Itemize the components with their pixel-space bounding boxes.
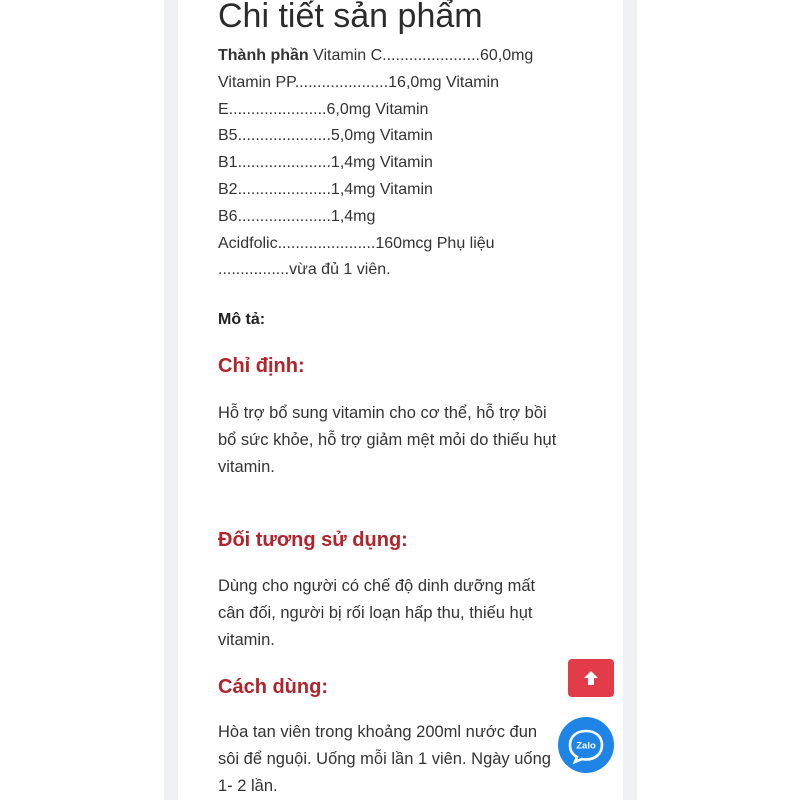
ingredient-line: Vitamin PP.....................16,0mg Vitamin (218, 73, 500, 91)
scroll-to-top-button[interactable] (568, 659, 614, 697)
zalo-chat-button[interactable] (558, 717, 614, 773)
zalo-chat-icon (566, 725, 606, 765)
text-line: 1- 2 lần. (218, 777, 278, 795)
text-line: Hòa tan viên trong khoảng 200ml nước đun (218, 723, 538, 741)
product-detail-card (178, 0, 623, 800)
ingredient-line: Acidfolic......................160mcg Phụ liệu (218, 234, 495, 252)
section-heading-target-users: Đối tương sử dụng: (218, 529, 408, 551)
right-margin (637, 0, 800, 800)
ingredients-label: Thành phần (218, 47, 309, 64)
ingredient-line: ................vừa đủ 1 viên. (218, 261, 391, 279)
text-line: cân đối, người bị rối loạn hấp thu, thiếu hụt (218, 604, 533, 622)
ingredient-line: B6.....................1,4mg (218, 207, 376, 225)
section-text-indication (218, 400, 608, 481)
ingredient-text: Vitamin C......................60,0mg (308, 47, 534, 64)
text-line: Hỗ trợ bổ sung vitamin cho cơ thể, hỗ trợ bồi (218, 404, 547, 422)
section-text-usage (218, 719, 608, 800)
text-line: sôi để nguội. Uống mỗi lần 1 viên. Ngày uống (218, 750, 551, 768)
left-margin (0, 0, 164, 800)
text-line: vitamin. (218, 631, 275, 649)
text-line: bổ sức khỏe, hỗ trợ giảm mệt mỏi do thiếu hụt (218, 431, 557, 449)
ingredient-line (218, 43, 598, 70)
description-label: Mô tả: (218, 311, 266, 328)
zalo-label: Zalo (576, 740, 596, 752)
ingredient-line: B5.....................5,0mg Vitamin (218, 127, 433, 145)
text-line: vitamin. (218, 458, 275, 476)
page-title: Chi tiết sản phẩm (218, 0, 483, 35)
ingredient-line: B1.....................1,4mg Vitamin (218, 154, 433, 172)
section-text-target-users (218, 573, 608, 654)
section-heading-usage: Cách dùng: (218, 676, 328, 698)
ingredient-line: B2.....................1,4mg Vitamin (218, 180, 433, 198)
ingredients-block (218, 43, 598, 284)
section-heading-indication: Chỉ định: (218, 355, 305, 377)
arrow-up-icon (582, 669, 600, 687)
page-frame (164, 0, 637, 800)
ingredient-line: E......................6,0mg Vitamin (218, 100, 429, 118)
text-line: Dùng cho người có chế độ dinh dưỡng mất (218, 577, 536, 595)
